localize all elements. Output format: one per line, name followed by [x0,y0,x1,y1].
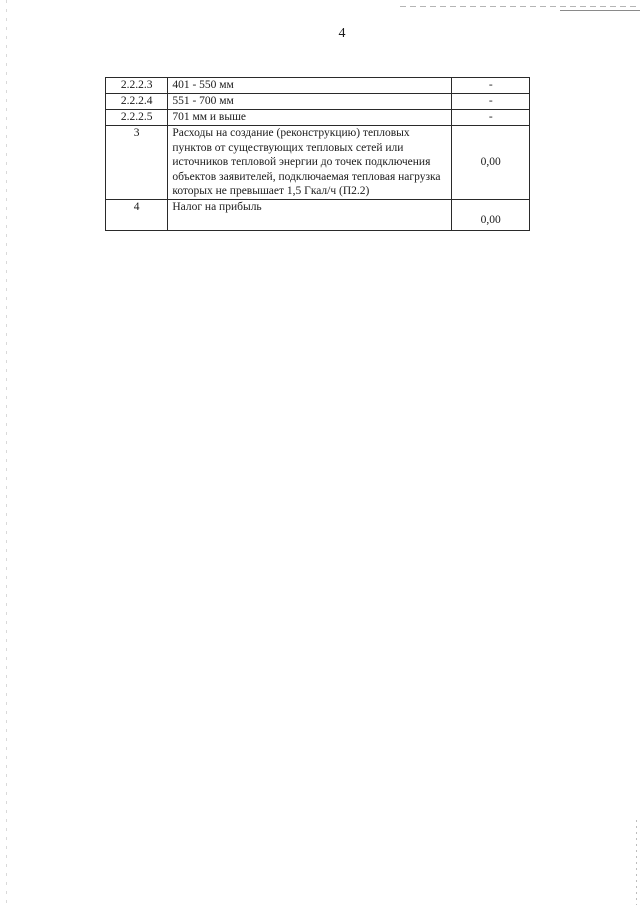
scan-edge-right [636,820,637,905]
table-row [106,126,530,200]
row-number: 2.2.2.5 [106,110,168,126]
table-row [106,199,530,230]
scan-edge-left [6,0,7,905]
table-row [106,78,530,94]
row-number: 4 [106,199,168,230]
row-number: 2.2.2.3 [106,78,168,94]
table-row [106,110,530,126]
row-name: Налог на прибыль [168,199,452,230]
row-number: 2.2.2.4 [106,94,168,110]
row-name: Расходы на создание (реконструкцию) тепловых пунктов от существующих тепловых сетей или источников тепловой энергии до точек подключения объектов заявителей, подключаемая тепловая нагрузка которых не превышает 1,5 Гкал/ч (П2.2) [168,126,452,200]
page-number: 4 [338,26,346,41]
row-value: 0,00 [452,126,530,200]
row-value: - [452,78,530,94]
table-row [106,94,530,110]
row-name: 551 - 700 мм [168,94,452,110]
scan-edge-top [400,6,640,7]
row-number: 3 [106,126,168,200]
row-name: 701 мм и выше [168,110,452,126]
row-value: 0,00 [452,199,530,230]
row-name: 401 - 550 мм [168,78,452,94]
cost-table [105,77,530,231]
row-value: - [452,94,530,110]
scan-edge-top-mark [560,10,640,11]
row-value: - [452,110,530,126]
